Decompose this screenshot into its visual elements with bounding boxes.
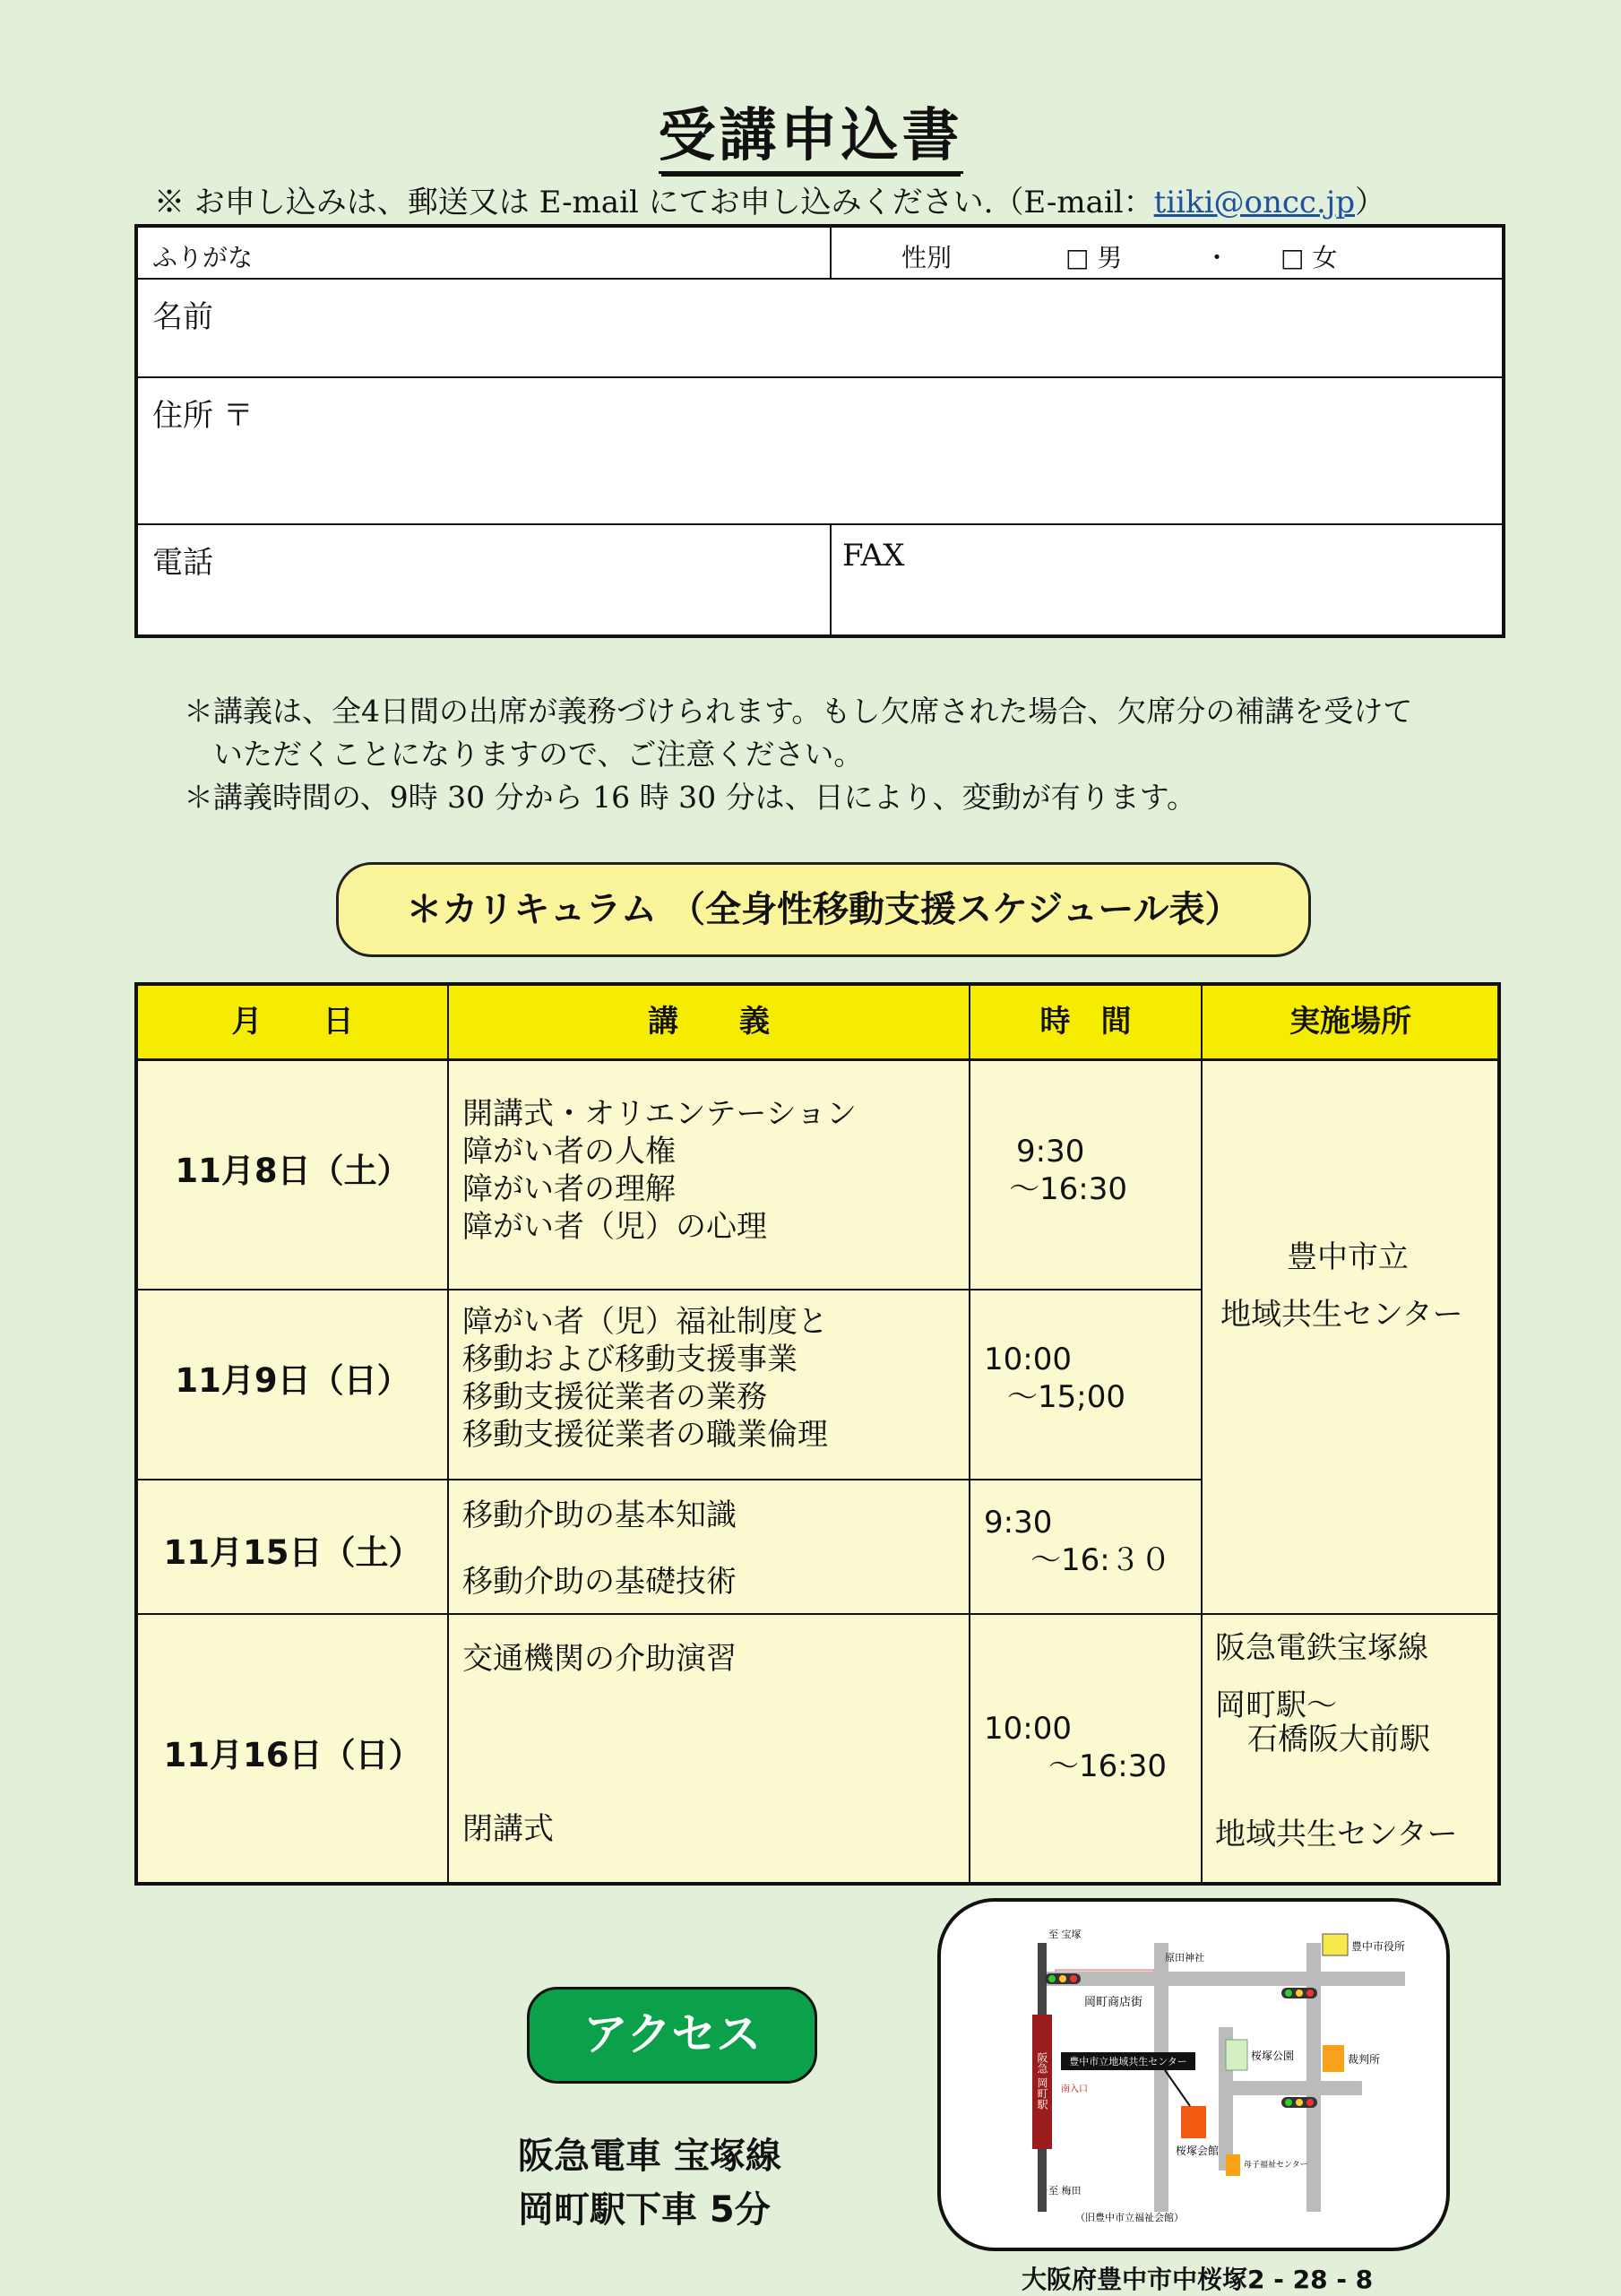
place-last: 地域共生センター (1215, 1817, 1458, 1852)
phone-label: 電話 (152, 545, 213, 581)
park-icon (1226, 2040, 1247, 2070)
lecture-item: 障がい者（児）福祉制度と (462, 1304, 828, 1340)
row-divider (138, 1479, 1203, 1480)
lecture-item: 閉講式 (462, 1811, 554, 1847)
female-checkbox[interactable]: □ 女 (1280, 243, 1338, 272)
lecture-cell (462, 1303, 828, 1454)
page-title: 受講申込書 (0, 90, 1621, 172)
lecture-item: 障がい者の理解 (462, 1171, 676, 1207)
lecture-item: 交通機関の介助演習 (462, 1641, 737, 1677)
phone-field[interactable] (138, 525, 830, 638)
time-start: 10:00 (984, 1342, 1072, 1377)
road (1306, 1943, 1321, 2212)
map-label: 至 梅田 (1048, 2185, 1082, 2197)
time-start: 9:30 (1016, 1134, 1085, 1170)
date-cell: 11月16日（日） (163, 1736, 422, 1774)
lecture-item: 障がい者の人権 (462, 1134, 676, 1170)
schedule-table (134, 982, 1501, 1886)
access-button[interactable]: アクセス (527, 1987, 817, 2084)
address-row[interactable] (138, 378, 1502, 525)
gender-separator: ・ (1204, 243, 1230, 272)
instruction (154, 177, 1385, 221)
lecture-item: 移動支援従業者の業務 (462, 1379, 767, 1415)
header-lecture: 講 義 (648, 1004, 770, 1040)
header-time: 時 間 (1039, 1004, 1132, 1040)
access-map[interactable] (937, 1898, 1450, 2251)
road (1219, 2081, 1362, 2095)
time-end: 〜16:30 (1048, 1748, 1167, 1784)
time-end: 〜15;00 (1007, 1379, 1125, 1415)
instruction-suffix: ） (1355, 185, 1386, 220)
access-line: 阪急電車 宝塚線 (518, 2136, 781, 2177)
address: 大阪府豊中市中桜塚2 - 28 - 8 (1022, 2265, 1374, 2294)
traffic-light-icon (1045, 1973, 1081, 1984)
place-main: 豊中市立 (1287, 1239, 1409, 1275)
column-divider (447, 986, 449, 1882)
row-divider (138, 1289, 1203, 1290)
furigana-label: ふりがな (152, 243, 254, 272)
access-line: 岡町駅下車 5分 (518, 2189, 771, 2231)
lecture-item: 障がい者（児）の心理 (462, 1209, 767, 1245)
curriculum-banner: ＊カリキュラム （全身性移動支援スケジュール表） (336, 862, 1311, 957)
place-main: 地域共生センター (1220, 1297, 1463, 1333)
court-icon (1323, 2045, 1344, 2072)
map-label: 桜塚会館 (1176, 2145, 1220, 2157)
date-cell: 11月8日（土） (175, 1152, 410, 1190)
callout-line (1165, 2070, 1190, 2106)
place-last: 阪急電鉄宝塚線 (1215, 1630, 1428, 1666)
note-line: ＊講義時間の、9時 30 分から 16 時 30 分は、日により、変動が有ります。 (184, 780, 1196, 815)
instruction-prefix: ※ お申し込みは、郵送又は E-mail にてお申し込みください.（E-mail： (154, 185, 1154, 220)
address-label: 住所 〒 (152, 398, 254, 434)
divider (830, 228, 832, 280)
note-line: いただくことになりますので、ご注意ください。 (213, 737, 864, 772)
column-divider (969, 986, 970, 1882)
center-building-icon (1181, 2106, 1206, 2138)
header-date: 月 日 (231, 1004, 354, 1040)
map-label: 岡町商店街 (1084, 1996, 1143, 2009)
place-last: 石橋阪大前駅 (1247, 1722, 1430, 1757)
header-place: 実施場所 (1289, 1004, 1411, 1040)
lecture-item: 移動支援従業者の職業倫理 (462, 1417, 828, 1453)
date-cell: 11月9日（日） (175, 1361, 410, 1400)
road (1047, 1972, 1405, 1986)
gender-label: 性別 (901, 243, 953, 272)
time-start: 10:00 (984, 1711, 1072, 1747)
row-divider (138, 1613, 1497, 1615)
lecture-item: 開講式・オリエンテーション (462, 1096, 857, 1132)
city-hall-icon (1323, 1934, 1348, 1955)
lecture-cell (462, 1095, 857, 1246)
place-last: 岡町駅〜 (1215, 1687, 1337, 1723)
map-label: 豊中市役所 (1351, 1940, 1406, 1953)
note-line: ＊講義は、全4日間の出席が義務づけられます。もし欠席された場合、欠席分の補講を受けて (184, 694, 1413, 729)
time-end: 〜16:30 (1009, 1171, 1127, 1207)
other-center-icon (1226, 2154, 1240, 2176)
map-label: 母子福祉センター (1244, 2161, 1308, 2170)
map-label: （旧豊中市立福祉会館） (1075, 2212, 1184, 2223)
map-label: 裁判所 (1348, 2053, 1381, 2066)
name-row[interactable] (138, 280, 1502, 378)
name-label: 名前 (152, 299, 213, 335)
map-label: 至 宝塚 (1048, 1929, 1082, 1940)
fax-field[interactable] (832, 525, 1502, 638)
male-checkbox[interactable]: □ 男 (1065, 243, 1123, 272)
column-divider (1201, 986, 1203, 1882)
map-label: 桜塚公園 (1251, 2050, 1295, 2062)
time-start: 9:30 (984, 1505, 1053, 1541)
lecture-item: 移動介助の基本知識 (462, 1498, 737, 1533)
station-label: 阪急 岡町駅 (1036, 2052, 1048, 2110)
traffic-light-icon (1281, 1988, 1317, 1998)
email-link[interactable]: tiiki@oncc.jp (1153, 185, 1356, 220)
map-svg (941, 1902, 1446, 2248)
map-label: 豊中市立地域共生センター (1069, 2056, 1187, 2067)
lecture-item: 移動および移動支援事業 (462, 1342, 798, 1377)
lecture-item: 移動介助の基礎技術 (462, 1564, 737, 1600)
map-label: 南入口 (1061, 2085, 1088, 2094)
fax-label: FAX (842, 538, 905, 574)
road (1154, 1943, 1168, 2212)
map-label: 原田神社 (1165, 1952, 1204, 1964)
traffic-light-icon (1281, 2097, 1317, 2108)
date-cell: 11月15日（土） (163, 1533, 422, 1572)
time-end: 〜16:３０ (1030, 1542, 1171, 1578)
application-form (134, 224, 1505, 638)
